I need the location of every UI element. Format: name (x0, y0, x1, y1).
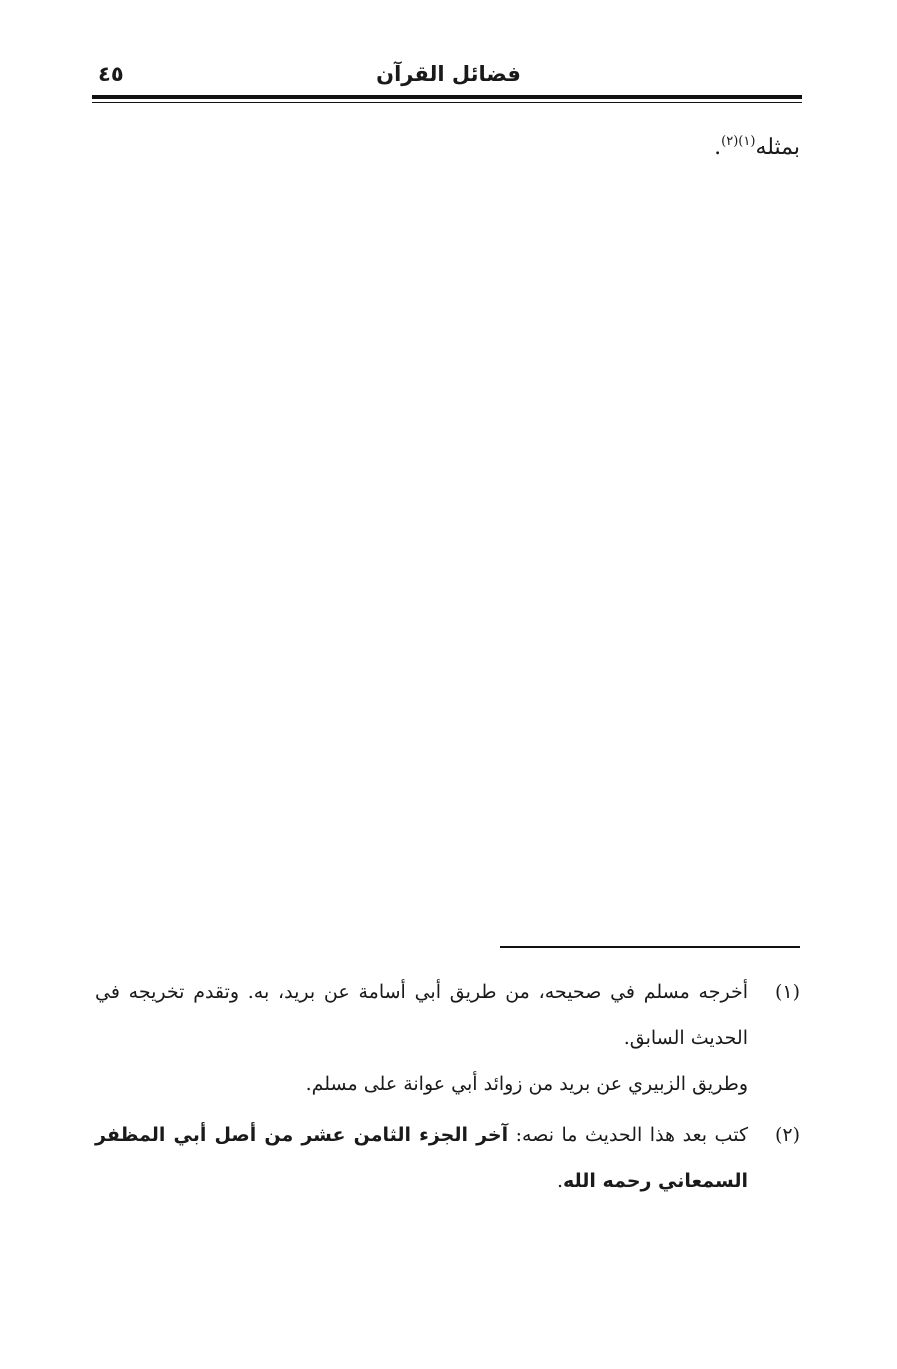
footnote-number: (٢) (774, 1124, 800, 1146)
footnote-text (95, 1112, 748, 1204)
footnote-continuation: وطريق الزبيري عن بريد من زوائد أبي عوانة على مسلم. (305, 1073, 748, 1095)
footnote-1 (95, 969, 800, 1107)
footnote-bold-text: آخر الجزء الثامن عشر من أصل أبي المظفر السمعاني رحمه الله (95, 1124, 748, 1192)
footnote-lead-text: كتب بعد هذا الحديث ما نصه: (508, 1124, 748, 1146)
running-title: فضائل القرآن (376, 62, 521, 86)
footnote-text: أخرجه مسلم في صحيحه، من طريق أبي أسامة عن بريد، به. وتقدم تخريجه في الحديث السابق. (95, 981, 748, 1049)
main-text-word: بمثله (755, 135, 800, 160)
footnote-separator (500, 946, 800, 948)
footnote-number: (١) (774, 981, 800, 1003)
header-rule (92, 95, 802, 99)
header-rule-thin (92, 102, 802, 103)
footnote-end-period: . (556, 1170, 564, 1192)
main-text (714, 126, 800, 164)
footnote-2 (95, 1112, 800, 1204)
main-text-period: . (714, 135, 722, 160)
page-number: ٤٥ (98, 62, 124, 86)
footnote-reference-marks: (١)(٢) (721, 134, 756, 149)
